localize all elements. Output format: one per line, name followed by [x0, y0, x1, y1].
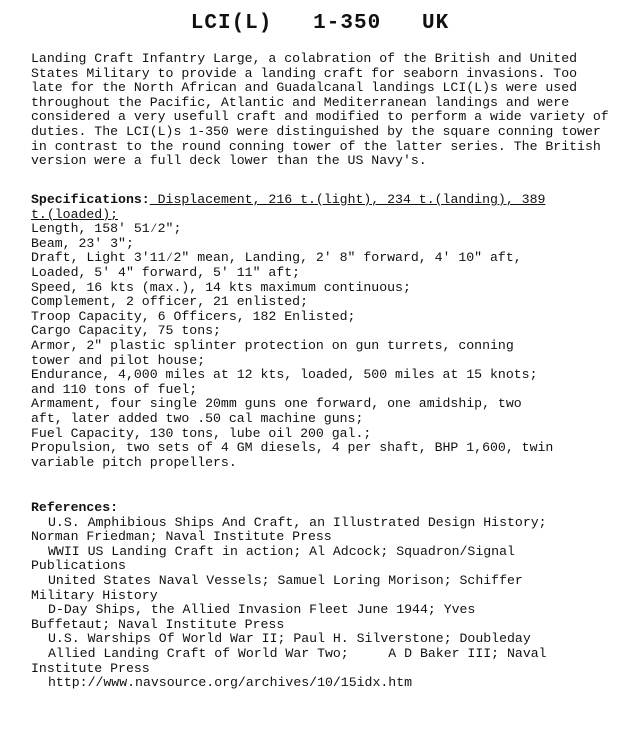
spec-line: variable pitch propellers. — [31, 454, 237, 470]
page-title: LCI(L) 1-350 UK — [190, 12, 450, 35]
reference-line: Military History — [31, 587, 158, 603]
references-section — [31, 501, 616, 691]
spec-line: Beam, 23' 3"; — [31, 235, 134, 251]
spec-line: tower and pilot house; — [31, 352, 206, 368]
specifications-heading: Specifications: — [31, 192, 150, 207]
spec-line: Loaded, 5' 4" forward, 5' 11" aft; — [31, 264, 301, 280]
spec-line: Troop Capacity, 6 Officers, 182 Enlisted; — [31, 308, 356, 324]
references-heading: References: — [31, 500, 119, 515]
intro-paragraph: Landing Craft Infantry Large, a colabration of the British and United States Military to provide a landing craft for seaborn invasions. Too late for the North African and Guadalcanal landings LCI(L)s were used throughout the Pacific, Atlantic and Mediterranean landings and were considered a very usefull craft and modified to perform a wide variety of duties. The LCI(L)s 1-350 were distinguished by the square conning tower in contrast to the round conning tower of the latter series. The British version were a full deck lower than the US Navy's. — [31, 51, 609, 169]
spec-line: Complement, 2 officer, 21 enlisted; — [31, 294, 308, 310]
reference-line: Norman Friedman; Naval Institute Press — [31, 529, 332, 545]
reference-line: Allied Landing Craft of World War Two; A D Baker III; Naval — [48, 645, 547, 661]
reference-line: Institute Press — [31, 660, 150, 676]
reference-line: Publications — [31, 558, 126, 574]
spec-line: aft, later added two .50 cal machine guns; — [31, 410, 364, 426]
reference-line: Buffetaut; Naval Institute Press — [31, 616, 285, 632]
spec-line: and 110 tons of fuel; — [31, 381, 198, 397]
spec-line: Fuel Capacity, 130 tons, lube oil 200 gal.; — [31, 425, 372, 441]
reference-list — [31, 516, 616, 691]
specifications-section — [31, 193, 616, 470]
spec-line: Armor, 2" plastic splinter protection on gun turrets, conning — [31, 337, 514, 353]
reference-line: U.S. Warships Of World War II; Paul H. Silverstone; Doubleday — [48, 631, 531, 647]
reference-line: WWII US Landing Craft in action; Al Adcock; Squadron/Signal — [48, 543, 515, 559]
spec-line: Propulsion, two sets of 4 GM diesels, 4 per shaft, BHP 1,600, twin — [31, 440, 554, 456]
reference-line[interactable]: http://www.navsource.org/archives/10/15idx.htm — [48, 675, 413, 691]
spec-line: Endurance, 4,000 miles at 12 kts, loaded, 500 miles at 15 knots; — [31, 367, 538, 383]
reference-line: D-Day Ships, the Allied Invasion Fleet June 1944; Yves — [48, 602, 476, 618]
intro-section — [31, 52, 616, 169]
specifications-first-line — [31, 193, 616, 208]
spec-line: Speed, 16 kts (max.), 14 kts maximum continuous; — [31, 279, 411, 295]
spec-lines — [31, 222, 616, 470]
spec-line: Cargo Capacity, 75 tons; — [31, 323, 221, 339]
spec-displacement: Displacement, 216 t.(light), 234 t.(landing), 389 — [149, 192, 546, 207]
reference-line: United States Naval Vessels; Samuel Loring Morison; Schiffer — [48, 572, 523, 588]
spec-displacement-cont: t.(loaded); — [31, 206, 119, 222]
spec-line: Draft, Light 3'11⁄2" mean, Landing, 2' 8" forward, 4' 10" aft, — [31, 250, 522, 266]
spec-line: Armament, four single 20mm guns one forward, one amidship, two — [31, 396, 522, 412]
spec-line: Length, 158' 51⁄2"; — [31, 221, 182, 237]
reference-line: U.S. Amphibious Ships And Craft, an Illustrated Design History; — [48, 514, 547, 530]
